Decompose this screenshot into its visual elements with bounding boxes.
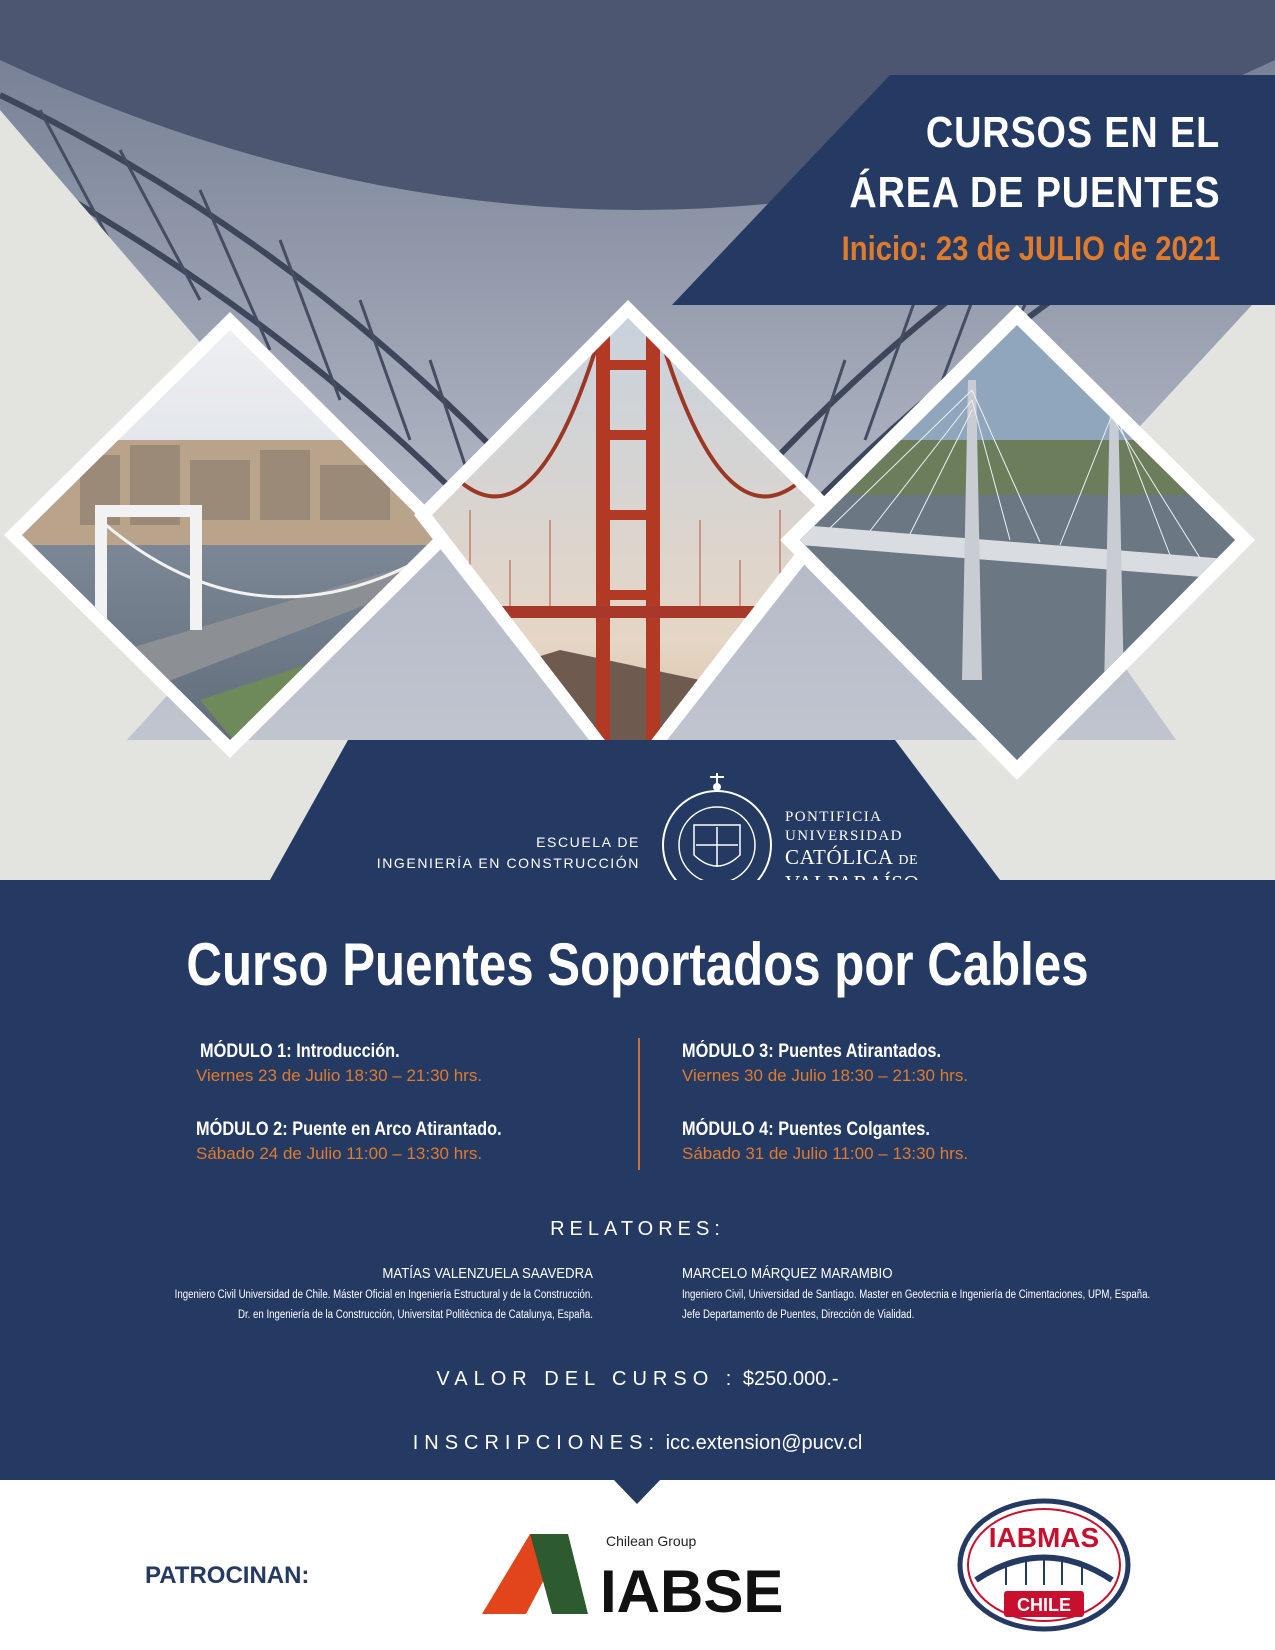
university-line-3-de: DE	[898, 853, 919, 868]
module-2-label: MÓDULO 2:	[196, 1119, 288, 1140]
module-3-schedule: Viernes 30 de Julio 18:30 – 21:30 hrs.	[682, 1066, 969, 1085]
speaker-1-name: MATÍAS VALENZUELA SAAVEDRA	[382, 1265, 593, 1282]
title-line-1: CURSOS EN EL	[925, 108, 1220, 157]
start-date: Inicio: 23 de JULIO de 2021	[841, 230, 1220, 268]
title-line-2: ÁREA DE PUENTES	[848, 168, 1220, 217]
registration	[0, 1432, 1275, 1455]
module-3-label: MÓDULO 3:	[682, 1041, 774, 1062]
speaker-2-bio-1: Ingeniero Civil, Universidad de Santiago. Master en Geotecnia e Ingeniería de Cimentaciones, UPM, España.	[682, 1289, 1151, 1301]
university-line-2: UNIVERSIDAD	[785, 828, 903, 844]
module-3-name: Puentes Atirantados.	[778, 1041, 942, 1062]
module-1-label: MÓDULO 1:	[200, 1041, 292, 1062]
iabmas-country-text: CHILE	[1017, 1595, 1071, 1615]
price-value: $250.000.-	[742, 1368, 839, 1390]
sponsors-label: PATROCINAN:	[145, 1562, 310, 1589]
university-line-1: PONTIFICIA	[785, 809, 883, 825]
speaker-2-bio-2: Jefe Departamento de Puentes, Dirección de Vialidad.	[682, 1309, 915, 1321]
module-4-label: MÓDULO 4:	[682, 1119, 774, 1140]
registration-email[interactable]: icc.extension@pucv.cl	[665, 1432, 863, 1454]
course-title: Curso Puentes Soportados por Cables	[186, 931, 1089, 998]
relatores-heading: RELATORES:	[550, 1218, 725, 1240]
university-line-3: CATÓLICA	[785, 845, 893, 869]
course-price	[0, 1368, 1275, 1391]
school-name	[377, 832, 640, 874]
speaker-1-bio-2: Dr. en Ingeniería de la Construcción, Universitat Politècnica de Catalunya, España.	[238, 1309, 593, 1321]
module-1-schedule: Viernes 23 de Julio 18:30 – 21:30 hrs.	[196, 1066, 483, 1085]
speaker-1-bio-1: Ingeniero Civil Universidad de Chile. Máster Oficial en Ingeniería Estructural y de la Construcción.	[174, 1289, 593, 1301]
speaker-1	[95, 1263, 593, 1325]
module-1	[196, 1040, 720, 1088]
title-block	[0, 0, 1275, 310]
module-1-name: Introducción.	[296, 1041, 400, 1062]
module-4-schedule: Sábado 31 de Julio 11:00 – 13:30 hrs.	[682, 1144, 969, 1163]
pointer-notch	[612, 1478, 662, 1504]
module-2-name: Puente en Arco Atirantado.	[292, 1119, 502, 1140]
module-4-name: Puentes Colgantes.	[778, 1119, 930, 1140]
module-divider	[638, 1038, 640, 1170]
module-2-schedule: Sábado 24 de Julio 11:00 – 13:30 hrs.	[196, 1144, 483, 1163]
price-label: VALOR DEL CURSO :	[436, 1368, 738, 1390]
school-line-1: ESCUELA DE	[536, 834, 640, 850]
speaker-2	[682, 1263, 1239, 1325]
speaker-2-name: MARCELO MÁRQUEZ MARAMBIO	[682, 1265, 893, 1282]
iabmas-text: IABMAS	[988, 1522, 1100, 1553]
iabse-logo	[478, 1524, 810, 1618]
module-3	[682, 1040, 1202, 1088]
iabmas-logo	[956, 1495, 1136, 1635]
iabse-text: IABSE	[600, 1558, 784, 1618]
school-line-2: INGENIERÍA EN CONSTRUCCIÓN	[376, 855, 640, 871]
iabse-group-text: Chilean Group	[606, 1533, 697, 1549]
module-4	[682, 1118, 1202, 1166]
registration-label: INSCRIPCIONES:	[412, 1432, 661, 1454]
